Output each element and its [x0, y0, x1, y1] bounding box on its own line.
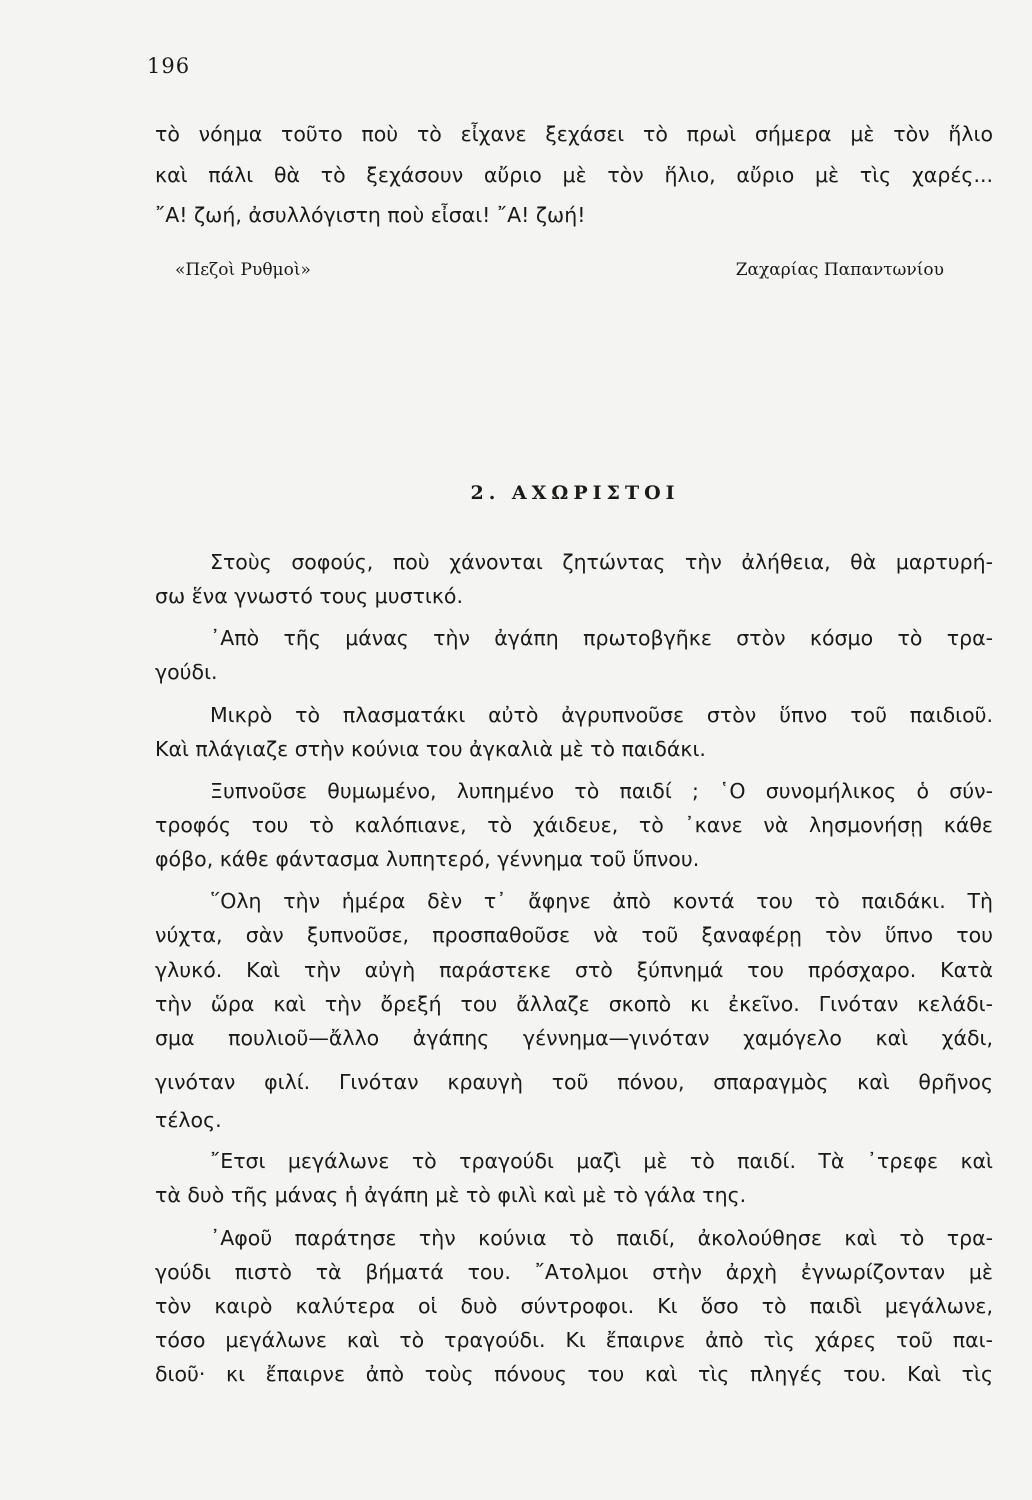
body-line: Καὶ πλάγιαζε στὴν κούνια του ἀγκαλιὰ μὲ τὸ παιδάκι. — [155, 737, 706, 761]
body-line: ῞Ολη τὴν ἡμέρα δὲν τ᾿ ἄφηνε ἀπὸ κοντά του τὸ παιδάκι. Τὴ — [210, 889, 993, 913]
section-title: 2. ΑΧΩΡΙΣΤΟΙ — [470, 482, 680, 504]
quote-author: Ζαχαρίας Παπαντωνίου — [735, 260, 944, 280]
intro-line: ῎Α! ζωή, ἀσυλλόγιστη ποὺ εἶσαι! ῎Α! ζωή! — [155, 203, 586, 227]
body-line: γλυκό. Καὶ τὴν αὐγὴ παράστεκε στὸ ξύπνημά του πρόσχαρο. Κατὰ — [155, 958, 993, 982]
body-line: σμα πουλιοῦ—ἄλλο ἀγάπης γέννημα—γινόταν χαμόγελο καὶ χάδι, — [155, 1026, 993, 1050]
body-line: νύχτα, σὰν ξυπνοῦσε, προσπαθοῦσε νὰ τοῦ ξαναφέρῃ τὸν ὕπνο του — [155, 923, 993, 947]
intro-line: καὶ πάλι θὰ τὸ ξεχάσουν αὔριο μὲ τὸν ἥλιο, αὔριο μὲ τὶς χαρές... — [155, 163, 993, 187]
body-line: σω ἕνα γνωστό τους μυστικό. — [155, 584, 463, 608]
body-line: τέλος. — [155, 1108, 222, 1132]
body-line: φόβο, κάθε φάντασμα λυπητερό, γέννημα τοῦ ὕπνου. — [155, 847, 700, 871]
body-line: τὴν ὥρα καὶ τὴν ὄρεξή του ἄλλαζε σκοπὸ κι ἐκεῖνο. Γινόταν κελάδι- — [155, 992, 993, 1016]
quote-source: «Πεζοὶ Ρυθμοὶ» — [175, 260, 311, 280]
body-line: Στοὺς σοφούς, ποὺ χάνονται ζητώντας τὴν ἀλήθεια, θὰ μαρτυρή- — [210, 550, 993, 574]
body-line: τὰ δυὸ τῆς μάνας ἡ ἀγάπη μὲ τὸ φιλὶ καὶ μὲ τὸ γάλα της. — [155, 1183, 747, 1207]
body-line: Μικρὸ τὸ πλασματάκι αὐτὸ ἀγρυπνοῦσε στὸν ὕπνο τοῦ παιδιοῦ. — [210, 703, 993, 727]
body-line: ῎Ετσι μεγάλωνε τὸ τραγούδι μαζὶ μὲ τὸ παιδί. Τὰ ᾿τρεφε καὶ — [210, 1149, 993, 1173]
body-line: γούδι πιστὸ τὰ βήματά του. ῎Ατολμοι στὴν ἀρχὴ ἐγνωρίζονταν μὲ — [155, 1260, 993, 1284]
body-line: τροφός του τὸ καλόπιανε, τὸ χάιδευε, τὸ ᾿κανε νὰ λησμονήσῃ κάθε — [155, 813, 993, 837]
body-line: Ξυπνοῦσε θυμωμένο, λυπημένο τὸ παιδί ; ῾Ο συνομήλικος ὁ σύν- — [210, 779, 993, 803]
body-line: τόσο μεγάλωνε καὶ τὸ τραγούδι. Κι ἔπαιρνε ἀπὸ τὶς χάρες τοῦ παι- — [155, 1328, 993, 1352]
body-line: γινόταν φιλί. Γινόταν κραυγὴ τοῦ πόνου, σπαραγμὸς καὶ θρῆνος — [155, 1070, 993, 1094]
body-line: γούδι. — [155, 660, 218, 684]
body-line: ᾿Αφοῦ παράτησε τὴν κούνια τὸ παιδί, ἀκολούθησε καὶ τὸ τρα- — [210, 1226, 993, 1250]
intro-line: τὸ νόημα τοῦτο ποὺ τὸ εἶχανε ξεχάσει τὸ πρωὶ σήμερα μὲ τὸν ἥλιο — [155, 122, 993, 146]
body-line: ᾿Απὸ τῆς μάνας τὴν ἀγάπη πρωτοβγῆκε στὸν κόσμο τὸ τρα- — [210, 626, 993, 650]
body-line: διοῦ· κι ἔπαιρνε ἀπὸ τοὺς πόνους του καὶ τὶς πληγές του. Καὶ τὶς — [155, 1362, 993, 1386]
body-line: τὸν καιρὸ καλύτερα οἱ δυὸ σύντροφοι. Κι ὅσο τὸ παιδὶ μεγάλωνε, — [155, 1294, 993, 1318]
page-number: 196 — [147, 54, 191, 78]
